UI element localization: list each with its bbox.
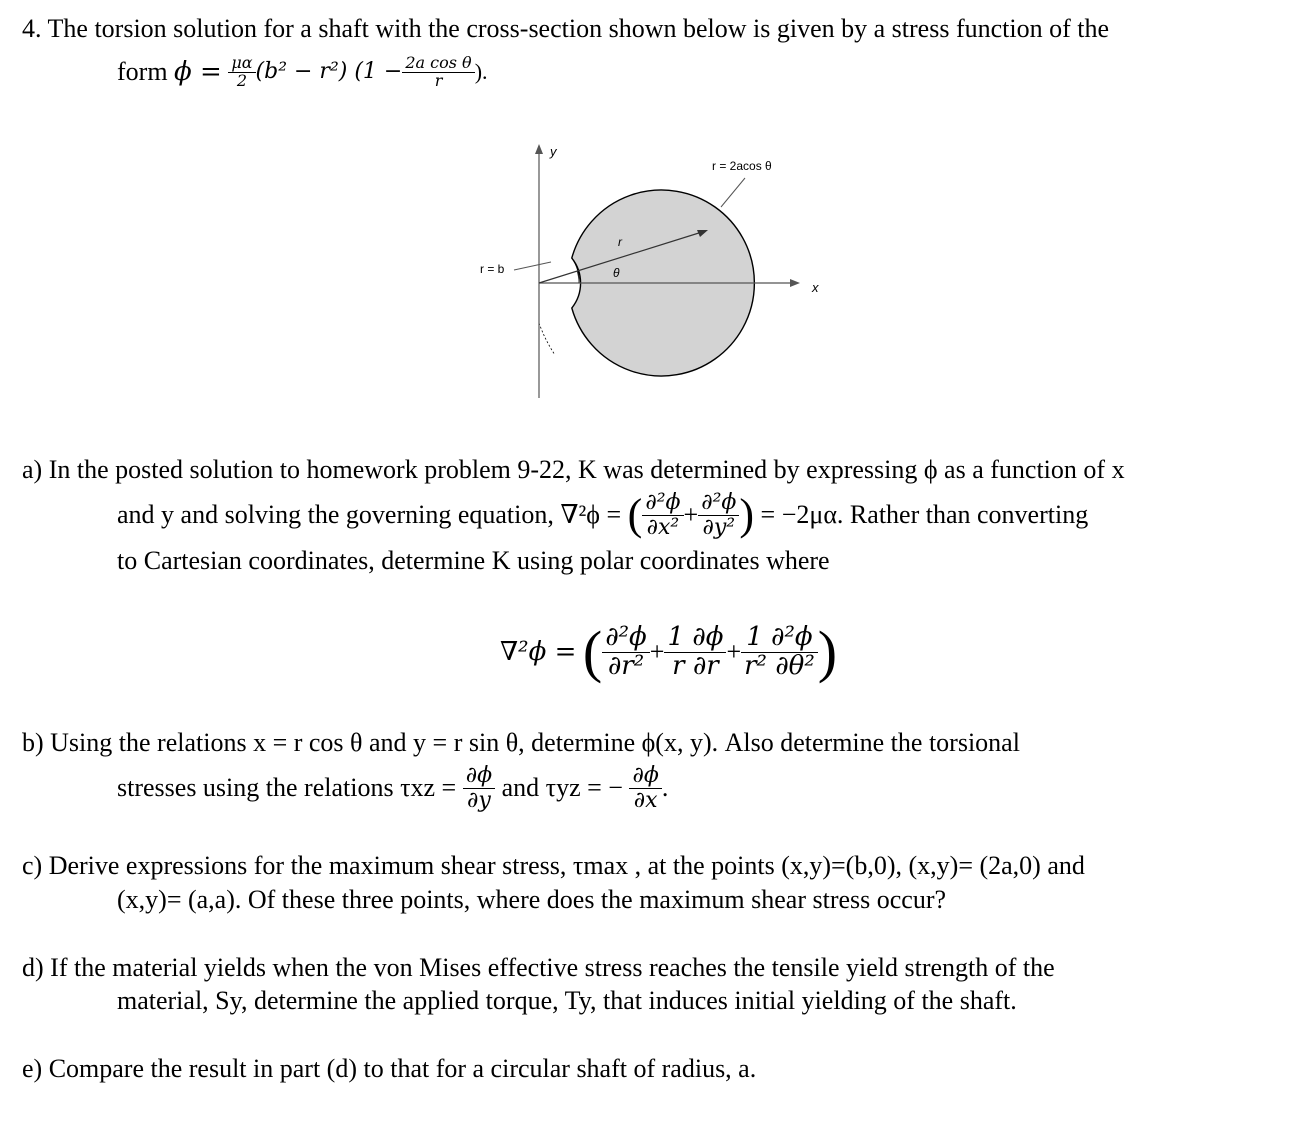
curve-leader xyxy=(721,178,745,207)
label-x: x xyxy=(812,280,819,295)
part-a-line2-pre: and y and solving the governing equation, ∇²ϕ = xyxy=(117,500,622,529)
part-b-line-2 xyxy=(117,760,668,816)
frac-den: r² ∂θ² xyxy=(744,650,815,681)
frac-den: ∂y² xyxy=(702,514,736,540)
part-b-line2-pre: stresses using the relations τxz = xyxy=(117,773,457,802)
label-r-curve: r = 2acos θ xyxy=(712,159,772,173)
frac-num: ∂ϕ xyxy=(463,764,495,788)
part-a-line-2 xyxy=(117,490,1088,540)
dphi-dy xyxy=(463,764,495,811)
laplacian-lhs: ∇²ϕ = xyxy=(500,637,577,667)
frac-den: ∂r² xyxy=(607,650,645,681)
eq-end: ). xyxy=(474,59,488,84)
frac-num: μα xyxy=(228,55,255,73)
part-a-line-3: to Cartesian coordinates, determine K using polar coordinates where xyxy=(117,546,830,575)
open-paren: ( xyxy=(582,619,603,684)
one: 1 xyxy=(667,622,684,653)
part-a-line-1: a) In the posted solution to homework problem 9-22, K was determined by expressing ϕ as a function of x xyxy=(22,455,1125,484)
part-c-line-2: (x,y)= (a,a). Of these three points, where does the maximum shear stress occur? xyxy=(117,885,947,914)
frac-num: ∂²ϕ xyxy=(698,491,739,515)
frac-den: ∂x² xyxy=(646,514,680,540)
b-leader xyxy=(514,262,551,270)
dashed-lower-arc xyxy=(539,323,555,355)
mu-alpha-over-2 xyxy=(228,52,255,90)
close-paren: ) xyxy=(817,619,838,684)
plus: + xyxy=(683,500,699,529)
d2phi: ∂²ϕ xyxy=(771,622,813,653)
part-b-line-1: b) Using the relations x = r cos θ and y = r sin θ, determine ϕ(x, y). Also determine the torsional xyxy=(22,728,1020,757)
x-axis-arrow xyxy=(790,279,800,287)
stress-function-equation xyxy=(117,44,488,100)
frac-num: ∂²ϕ xyxy=(642,491,683,515)
label-r: r xyxy=(618,235,622,249)
frac-den: r ∂r xyxy=(672,650,719,681)
part-b-and: and τyz = − xyxy=(501,773,623,802)
part-e-line-1: e) Compare the result in part (d) to that for a circular shaft of radius, a. xyxy=(22,1054,757,1083)
part-a-line2-post: = −2μα. Rather than converting xyxy=(760,500,1089,529)
part-c-line-1: c) Derive expressions for the maximum shear stress, τmax , at the points (x,y)=(b,0), (x,y)= (2a,0) and xyxy=(22,851,1085,880)
frac-num xyxy=(741,624,818,652)
d2phi-dr2 xyxy=(602,624,650,680)
dphi: ∂ϕ xyxy=(692,622,724,653)
polar-laplacian xyxy=(500,612,837,692)
frac-num: ∂ϕ xyxy=(629,764,661,788)
dphi-dx xyxy=(629,764,661,811)
part-d-line-2: material, Sy, determine the applied torque, Ty, that induces initial yielding of the shaft. xyxy=(117,986,1017,1015)
label-y: y xyxy=(550,144,557,159)
label-r-b: r = b xyxy=(480,262,505,276)
frac2-num: 2a cos θ xyxy=(402,55,474,73)
two-a-cos-over-r xyxy=(402,52,474,90)
frac-den: ∂y xyxy=(467,787,491,813)
plus: + xyxy=(649,637,665,666)
frac-den: 2 xyxy=(236,70,248,90)
period: . xyxy=(661,773,669,802)
label-theta: θ xyxy=(613,266,620,280)
frac-num: ∂²ϕ xyxy=(602,624,650,652)
problem-line-1: 4. The torsion solution for a shaft with the cross-section shown below is given by a stress function of the xyxy=(22,14,1110,43)
close-paren: ) xyxy=(739,490,755,539)
one-over-r-dphi-dr xyxy=(664,624,726,680)
frac-num xyxy=(664,624,726,652)
one: 1 xyxy=(746,622,763,653)
cross-section-figure xyxy=(470,138,830,400)
part-d-line-1: d) If the material yields when the von Mises effective stress reaches the tensile yield strength of the xyxy=(22,953,1055,982)
d2phi-dy2 xyxy=(698,491,739,538)
frac2-den: r xyxy=(434,70,443,90)
y-axis-arrow xyxy=(535,144,543,154)
b2-minus-r2: (b² − r²) (1 − xyxy=(255,59,403,84)
plus: + xyxy=(726,637,742,666)
one-over-r2-d2phi-dtheta2 xyxy=(741,624,818,680)
d2phi-dx2 xyxy=(642,491,683,538)
open-paren: ( xyxy=(627,490,643,539)
form-word: form xyxy=(117,57,168,86)
frac-den: ∂x xyxy=(633,787,658,813)
phi-equals: ϕ = xyxy=(174,57,222,87)
